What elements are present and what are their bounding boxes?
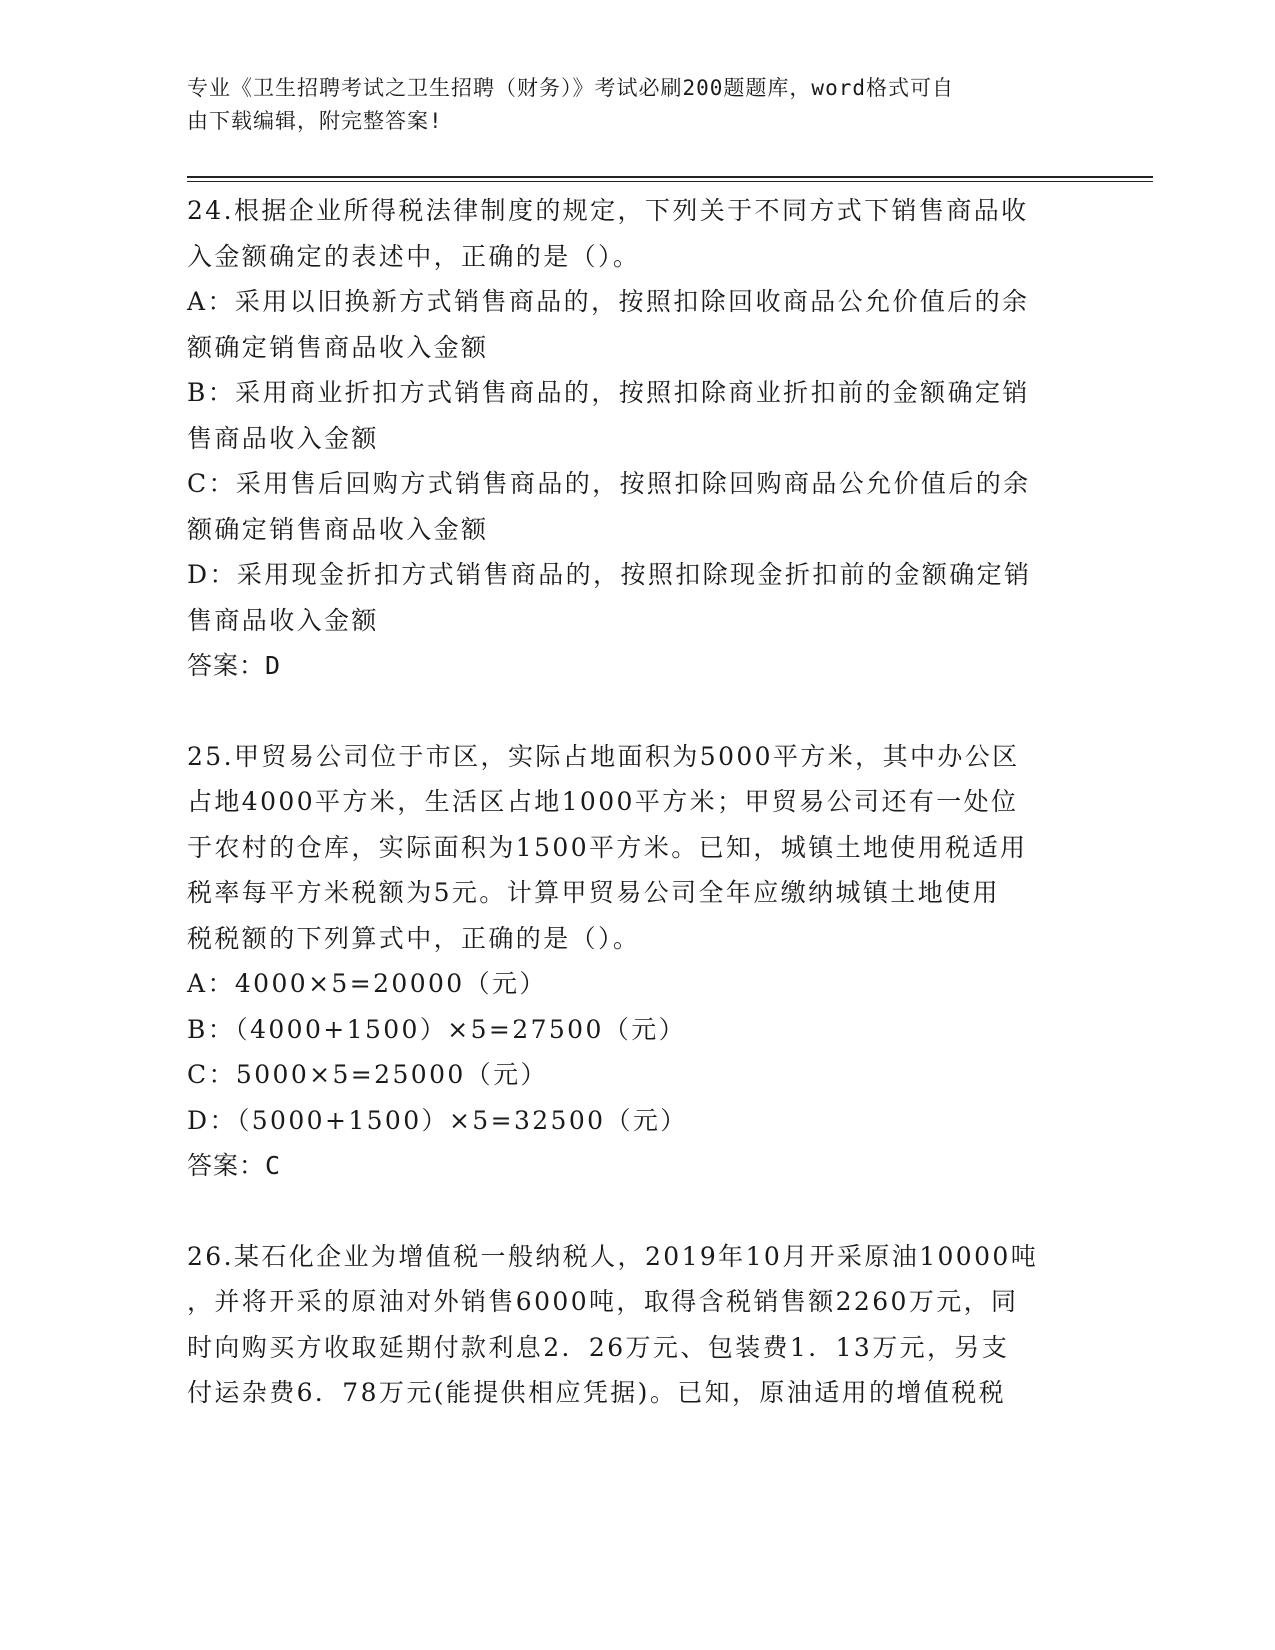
question-25-option-b: B：（4000+1500）×5=27500（元） — [187, 1014, 686, 1044]
question-25-option-a: A：4000×5=20000（元） — [187, 969, 547, 998]
question-24-option-a: A：采用以旧换新方式销售商品的，按照扣除回收商品公允价值后的余 — [187, 287, 1030, 316]
question-25-stem: 税税额的下列算式中，正确的是（）。 — [187, 923, 641, 953]
header-line-1: 专业《卫生招聘考试之卫生招聘（财务）》考试必刷200题题库，word格式可自 — [187, 76, 954, 100]
question-24-option-a: 额确定销售商品收入金额 — [187, 332, 489, 362]
header-divider-thin — [187, 181, 1153, 182]
question-24-option-c: C：采用售后回购方式销售商品的，按照扣除回购商品公允价值后的余 — [187, 469, 1031, 498]
question-24-option-c: 额确定销售商品收入金额 — [187, 514, 489, 544]
question-24-option-d: D：采用现金折扣方式销售商品的，按照扣除现金折扣前的金额确定销 — [187, 560, 1032, 589]
question-24-stem: 入金额确定的表述中，正确的是（）。 — [187, 241, 641, 271]
question-25-option-c: C：5000×5=25000（元） — [187, 1060, 548, 1089]
question-spacer — [187, 1189, 1067, 1234]
question-25-stem: 税率每平方米税额为5元。计算甲贸易公司全年应缴纳城镇土地使用 — [187, 878, 1000, 907]
question-25-stem: 于农村的仓库，实际面积为1500平方米。已知，城镇土地使用税适用 — [187, 832, 1028, 862]
question-26-stem: ，并将开采的原油对外销售6000吨，取得含税销售额2260万元，同 — [187, 1287, 1019, 1316]
question-24-stem: 24.根据企业所得税法律制度的规定，下列关于不同方式下销售商品收 — [187, 196, 1029, 225]
question-25 — [187, 734, 1067, 1189]
question-24-option-d: 售商品收入金额 — [187, 605, 379, 635]
question-26-stem: 时向购买方收取延期付款利息2．26万元、包装费1．13万元，另支 — [187, 1332, 1010, 1362]
question-26-stem: 26.某石化企业为增值税一般纳税人，2019年10月开采原油10000吨 — [187, 1241, 1039, 1271]
question-24-option-b: 售商品收入金额 — [187, 423, 379, 453]
question-25-stem: 占地4000平方米，生活区占地1000平方米；甲贸易公司还有一处位 — [187, 787, 1019, 816]
question-24-option-b: B：采用商业折扣方式销售商品的，按照扣除商业折扣前的金额确定销 — [187, 378, 1030, 407]
header-line-2: 由下载编辑，附完整答案! — [187, 109, 443, 133]
question-list — [187, 188, 1067, 1416]
question-25-answer: 答案：C — [187, 1151, 282, 1180]
question-25-option-d: D：（5000+1500）×5=32500（元） — [187, 1105, 688, 1135]
header-divider-thick — [187, 176, 1153, 178]
question-26-stem: 付运杂费6．78万元(能提供相应凭据)。已知，原油适用的增值税税 — [187, 1378, 1007, 1407]
question-26 — [187, 1234, 1067, 1416]
document-header — [187, 72, 1067, 138]
question-25-stem: 25.甲贸易公司位于市区，实际占地面积为5000平方米，其中办公区 — [187, 741, 1020, 771]
question-24-answer: 答案：D — [187, 651, 282, 680]
question-spacer — [187, 689, 1067, 734]
question-24 — [187, 188, 1067, 689]
